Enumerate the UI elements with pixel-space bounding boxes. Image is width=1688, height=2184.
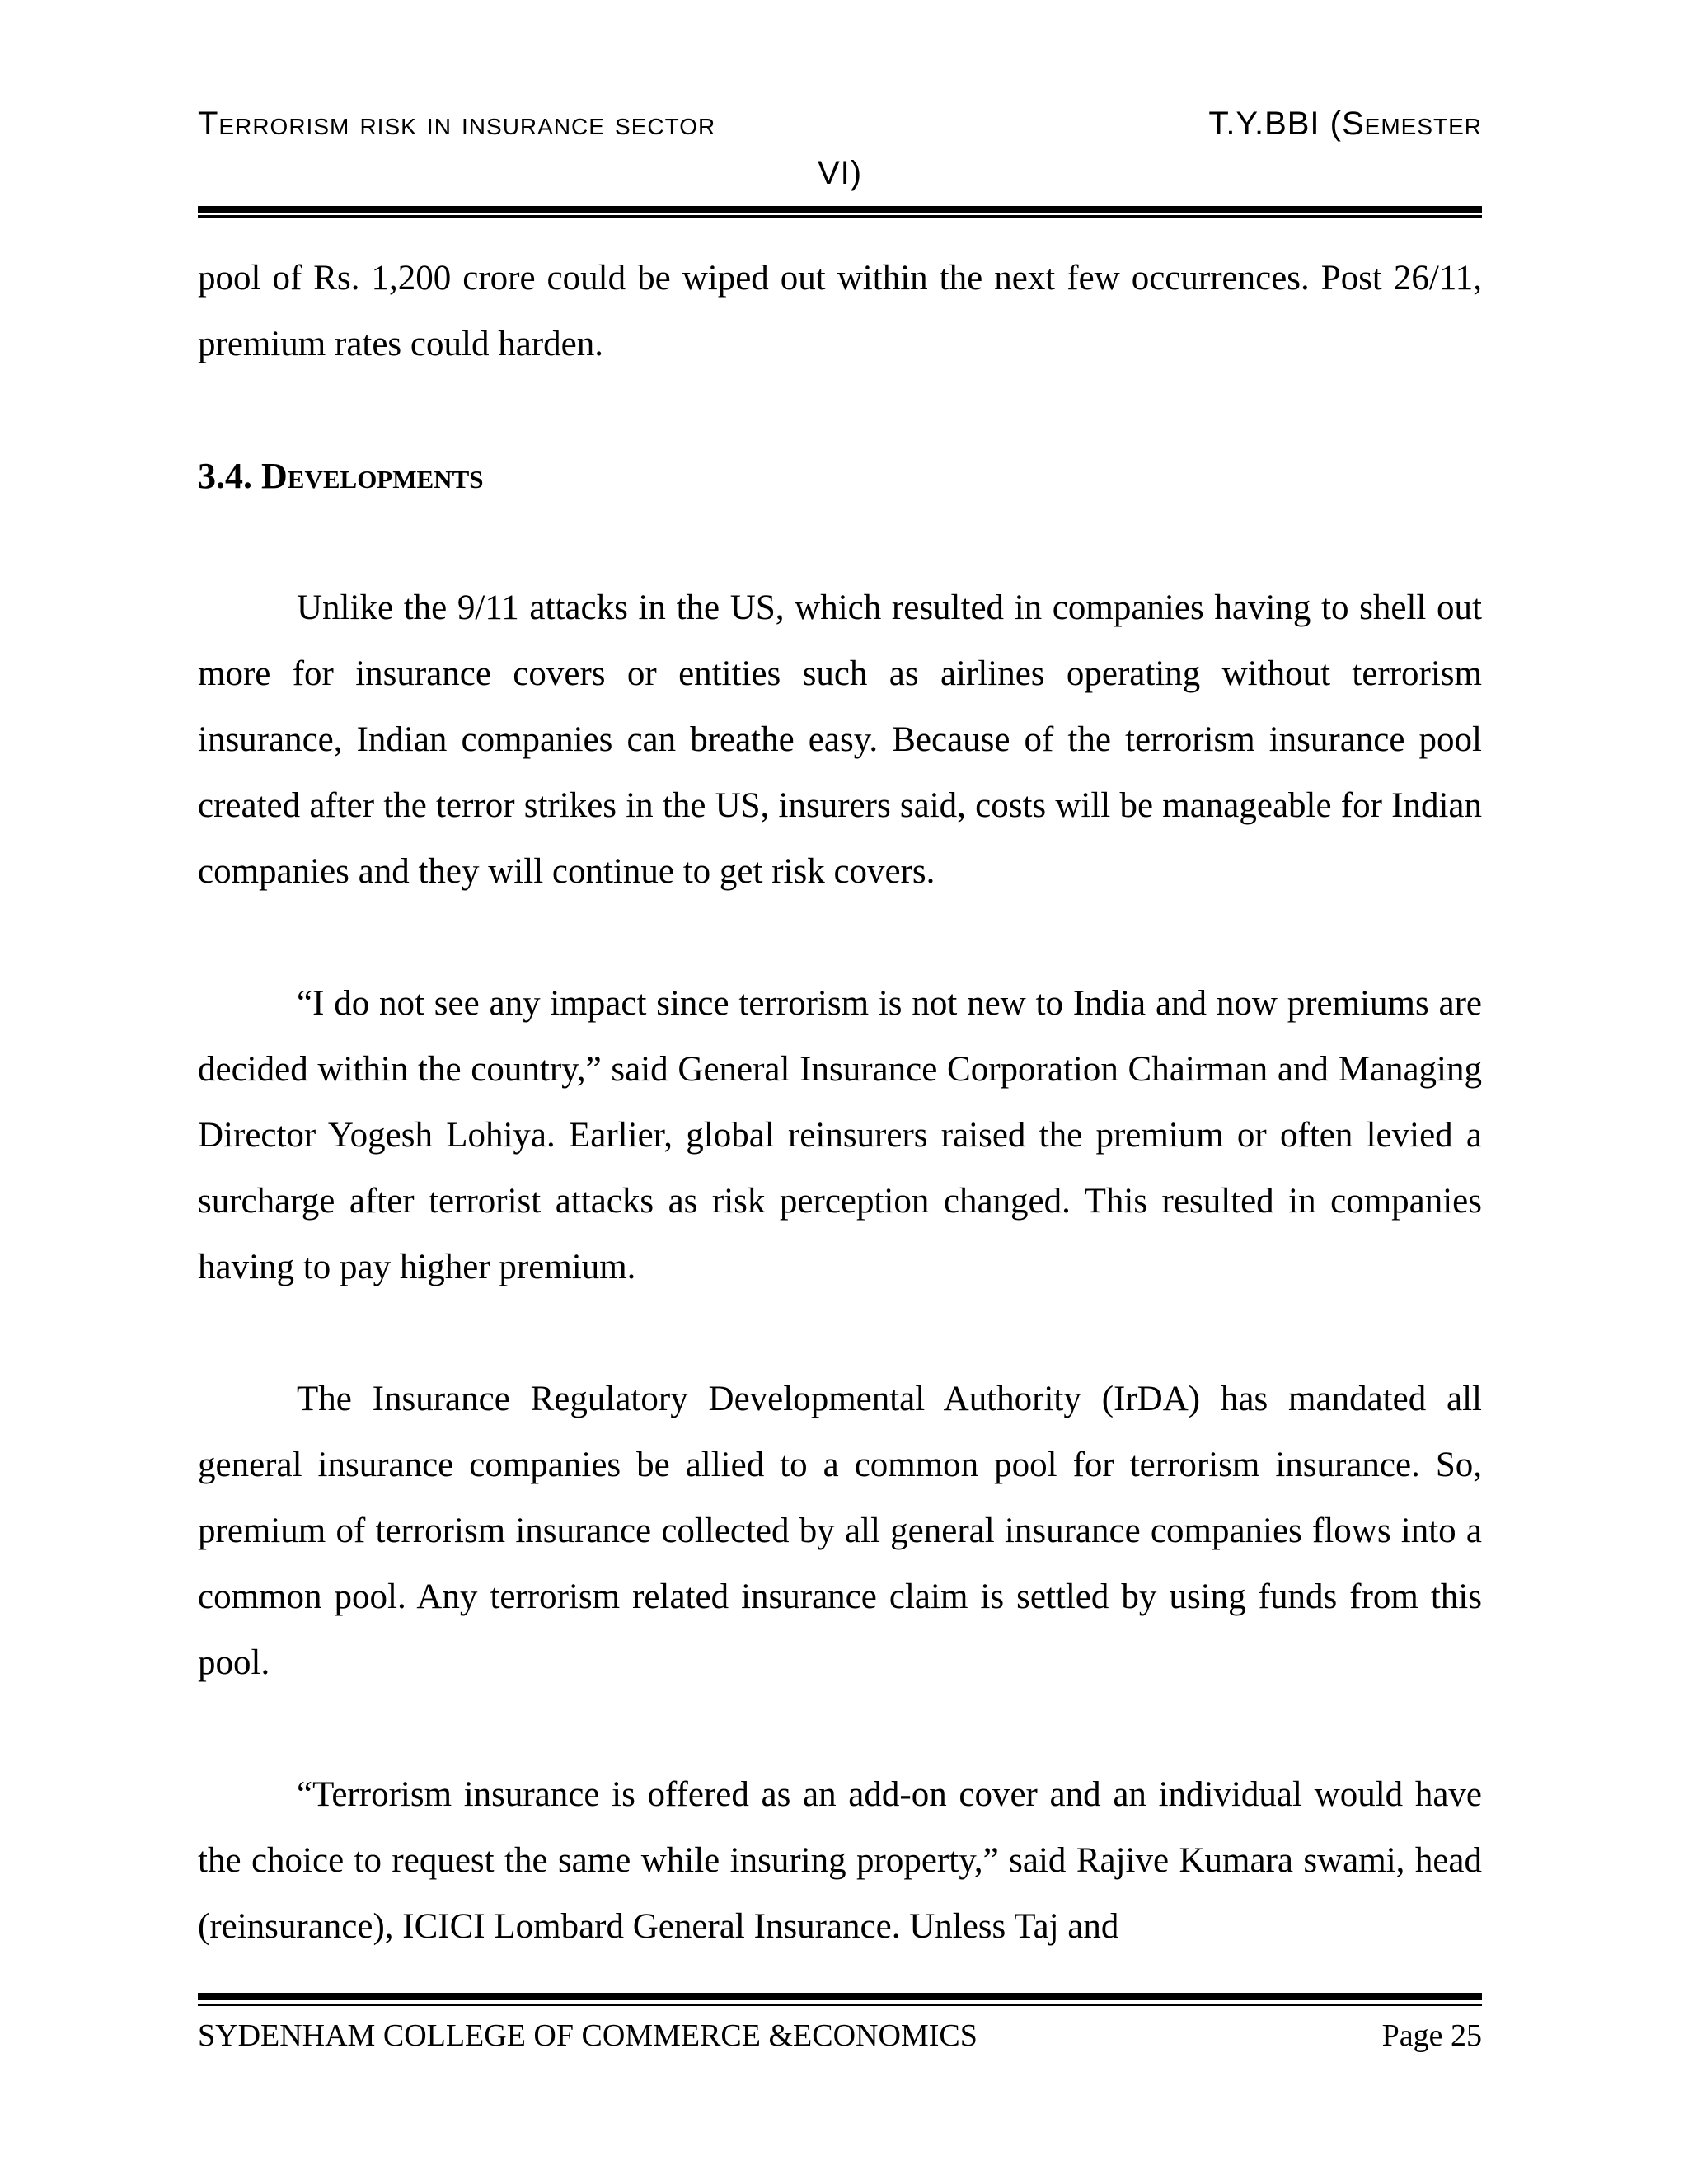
- footer-rule-thick: [198, 1993, 1482, 2000]
- header-title: Terrorism risk in insurance sector: [198, 105, 716, 142]
- header-course: T.Y.BBI (Semester: [1208, 105, 1482, 142]
- header-rule-thin: [198, 215, 1482, 218]
- section-title: Developments: [261, 456, 484, 496]
- body-paragraph: Unlike the 9/11 attacks in the US, which resulted in companies having to shell out more for insurance covers or entities such as airlines operating without terrorism insurance, Indian companies can breathe easy. Because of the terrorism insurance pool created after the terror strikes in the US, insurers said, costs will be manageable for Indian companies and they will continue to get risk covers.: [198, 588, 1482, 891]
- body-paragraph: “I do not see any impact since terrorism is not new to India and now premiums are decided within the country,” said General Insurance Corporation Chairman and Managing Director Yogesh Lohiya. Earlier, global reinsurers raised the premium or often levied a surcharge after terrorist attacks as risk perception changed. This resulted in companies having to pay higher premium.: [198, 984, 1482, 1286]
- footer-rule-thin: [198, 2004, 1482, 2006]
- body-paragraph: The Insurance Regulatory Developmental Authority (IrDA) has mandated all general insurance companies be allied to a common pool for terrorism insurance. So, premium of terrorism insurance collected by all general insurance companies flows into a common pool. Any terrorism related insurance claim is settled by using funds from this pool.: [198, 1380, 1482, 1682]
- footer-college: SYDENHAM COLLEGE OF COMMERCE &ECONOMICS: [198, 2018, 978, 2053]
- header-rule-thick: [198, 206, 1482, 213]
- section-number: 3.4.: [198, 456, 252, 496]
- intro-paragraph: pool of Rs. 1,200 crore could be wiped out within the next few occurrences. Post 26/11, premium rates could harden.: [198, 259, 1482, 363]
- section-heading: [198, 443, 1482, 509]
- page-number: Page 25: [1381, 2018, 1482, 2053]
- header-course-continuation: VI): [817, 155, 863, 191]
- body-paragraph: “Terrorism insurance is offered as an add-on cover and an individual would have the choice to request the same while insuring property,” said Rajive Kumara swami, head (reinsurance), ICICI Lombard General Insurance. Unless Taj and: [198, 1775, 1482, 1946]
- page-body: [198, 246, 1482, 1960]
